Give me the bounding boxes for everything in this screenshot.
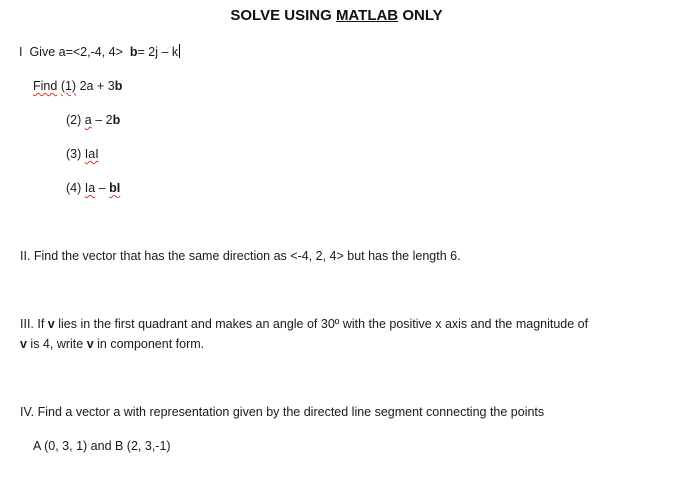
find-word: Find bbox=[33, 79, 58, 93]
matlab-word: MATLAB bbox=[335, 7, 399, 24]
b-expression: = 2j – k bbox=[137, 45, 179, 59]
problem-1-part-1: Find (1) 2a + 3b bbox=[33, 79, 123, 93]
problem-4-line-1: IV. Find a vector a with representation given by the directed line segment connecting the points bbox=[20, 405, 545, 419]
text-cursor bbox=[179, 44, 180, 58]
problem-1-given: I Give a=<2,-4, 4> b= 2j – k bbox=[19, 45, 179, 59]
problem-3-line-1: III. If v lies in the first quadrant and makes an angle of 30º with the positive x axis and the magnitude of bbox=[20, 317, 589, 331]
problem-3-line-2: v is 4, write v in component form. bbox=[20, 337, 205, 351]
problem-1-part-3: (3) IaI bbox=[66, 147, 99, 161]
given-a: Give a=<2,-4, 4> bbox=[29, 45, 123, 59]
problem-4-line-2: A (0, 3, 1) and B (2, 3,-1) bbox=[33, 439, 171, 453]
problem-1-part-4: (4) Ia – bI bbox=[66, 181, 121, 195]
problem-2: II. Find the vector that has the same direction as <-4, 2, 4> but has the length 6. bbox=[20, 249, 461, 263]
problem-1-part-2: (2) a – 2b bbox=[66, 113, 121, 127]
b-label: b bbox=[129, 45, 138, 59]
page-title: SOLVE USING MATLAB ONLY bbox=[230, 7, 443, 24]
